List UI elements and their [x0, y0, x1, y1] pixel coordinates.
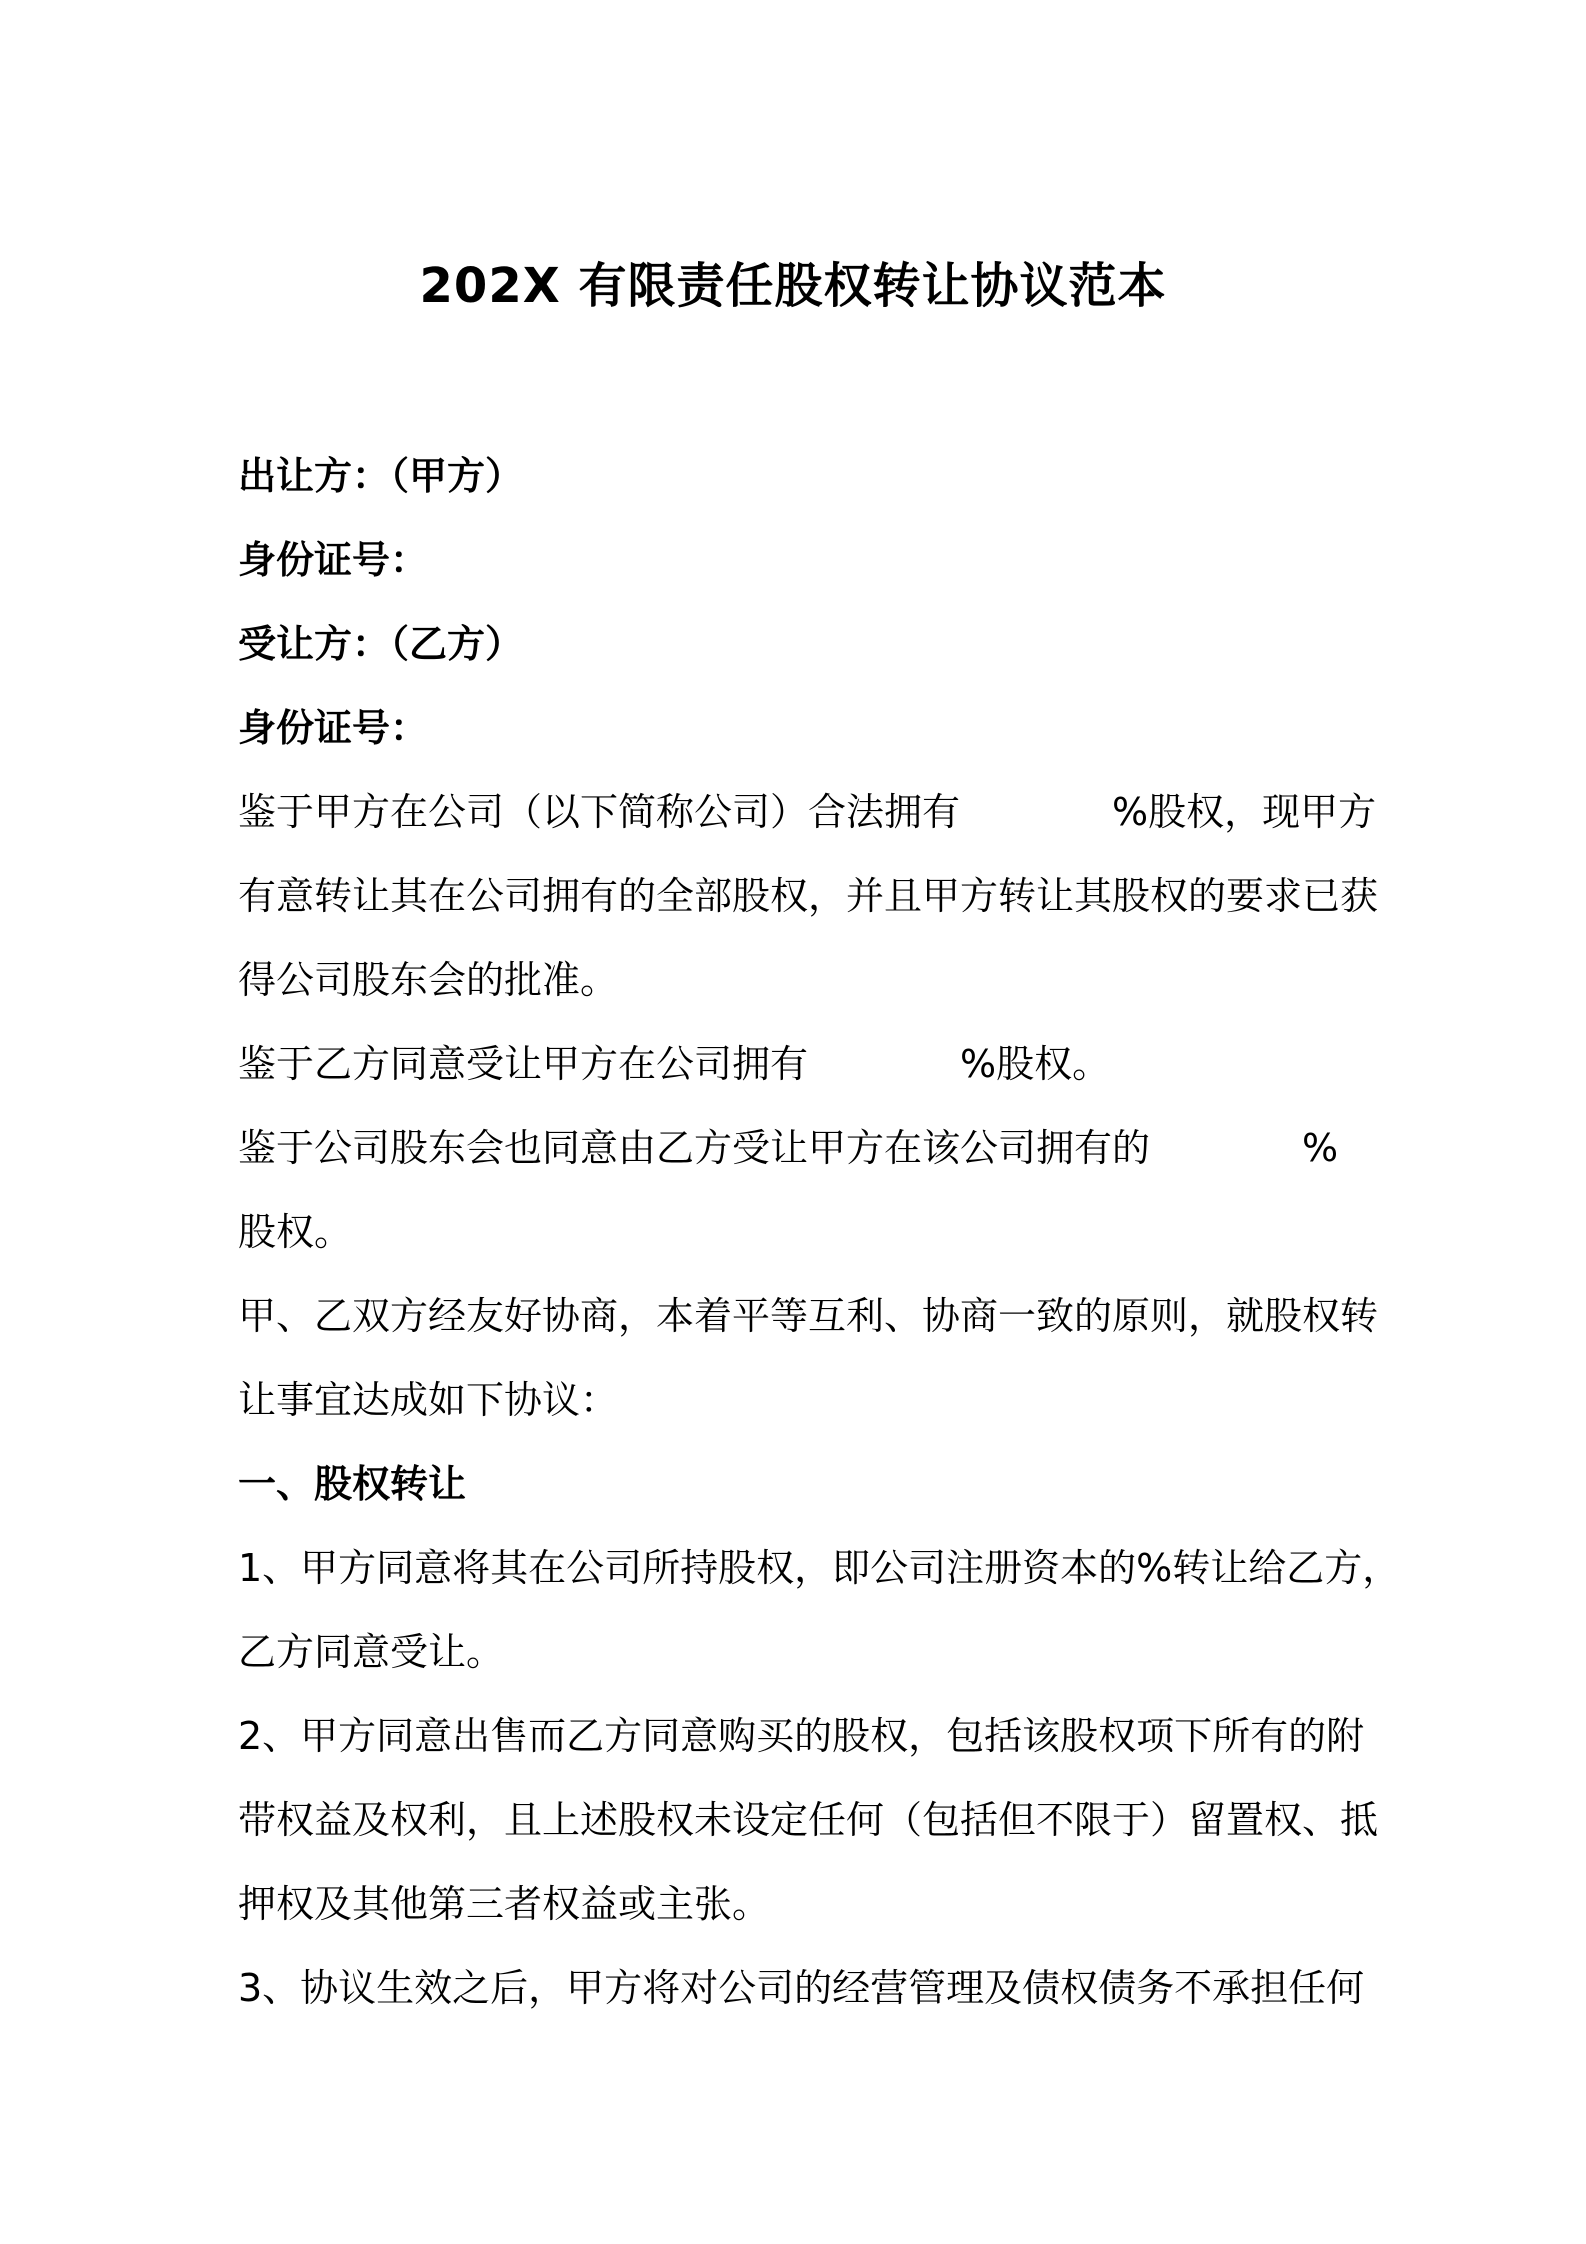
line-clause-2b: 带权益及权利，且上述股权未设定任何（包括但不限于）留置权、抵	[238, 1798, 1379, 1842]
line-whereas-2: 鉴于乙方同意受让甲方在公司拥有 %股权。	[238, 1042, 1111, 1086]
line-clause-2a: 2、甲方同意出售而乙方同意购买的股权，包括该股权项下所有的附	[238, 1714, 1365, 1758]
line-transferee: 受让方：（乙方）	[238, 622, 524, 666]
line-whereas-1c: 得公司股东会的批准。	[238, 958, 619, 1002]
line-clause-3a: 3、协议生效之后，甲方将对公司的经营管理及债权债务不承担任何	[238, 1966, 1365, 2010]
line-transferor: 出让方：（甲方）	[238, 454, 524, 498]
line-preamble-b: 让事宜达成如下协议：	[238, 1378, 619, 1422]
line-whereas-3b: 股权。	[238, 1210, 353, 1254]
document-body	[238, 434, 1418, 2030]
line-clause-2c: 押权及其他第三者权益或主张。	[238, 1882, 771, 1926]
line-clause-1b: 乙方同意受让。	[238, 1630, 505, 1674]
line-section-1-heading: 一、股权转让	[238, 1462, 467, 1506]
line-transferee-id: 身份证号：	[238, 706, 429, 750]
line-whereas-1b: 有意转让其在公司拥有的全部股权，并且甲方转让其股权的要求已获	[238, 874, 1379, 918]
document-title: 202X 有限责任股权转让协议范本	[419, 258, 1167, 314]
line-whereas-3a: 鉴于公司股东会也同意由乙方受让甲方在该公司拥有的 %	[238, 1126, 1339, 1170]
line-whereas-1a: 鉴于甲方在公司（以下简称公司）合法拥有 %股权，现甲方	[238, 790, 1377, 834]
line-transferor-id: 身份证号：	[238, 538, 429, 582]
line-clause-1a: 1、甲方同意将其在公司所持股权，即公司注册资本的%转让给乙方，	[238, 1546, 1401, 1590]
line-preamble-a: 甲、乙双方经友好协商，本着平等互利、协商一致的原则，就股权转	[238, 1294, 1379, 1338]
